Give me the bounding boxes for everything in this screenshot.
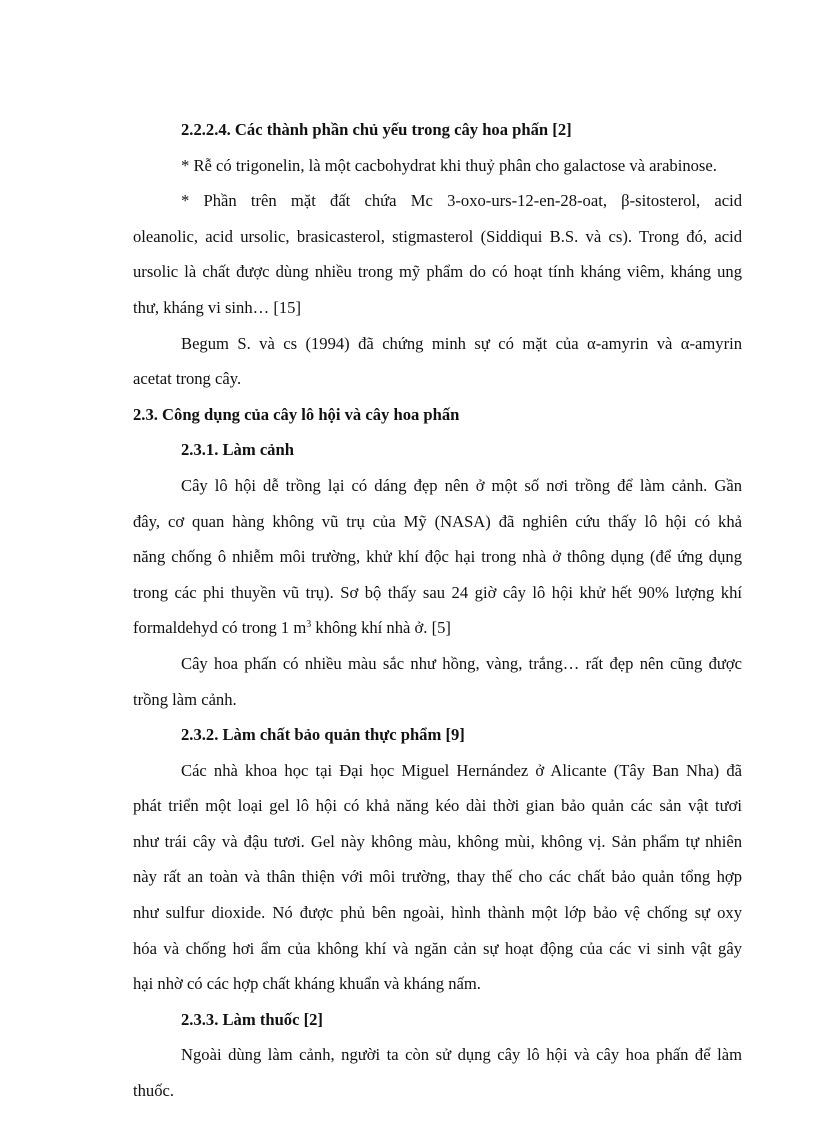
paragraph-line: Begum S. và cs (1994) đã chứng minh sự có mặt của α-amyrin và α-amyrin xyxy=(181,333,742,353)
paragraph-line: này rất an toàn và thân thiện với môi trường, thay thế cho các chất bảo quản tổng hợp xyxy=(133,867,742,887)
paragraph-line: như trái cây và đậu tươi. Gel này không màu, không mùi, không vị. Sản phẩm tự nhiên xyxy=(133,831,742,851)
paragraph-line: như sulfur dioxide. Nó được phủ bên ngoài, hình thành một lớp bảo vệ chống sự oxy xyxy=(133,903,742,923)
paragraph-line: oleanolic, acid ursolic, brasicasterol, stigmasterol (Siddiqui B.S. và cs). Trong đó, acid xyxy=(133,226,742,246)
paragraph-line: trong các phi thuyền vũ trụ). Sơ bộ thấy sau 24 giờ cây lô hội khử hết 90% lượng khí xyxy=(133,582,742,602)
document-page xyxy=(133,112,742,1109)
superscript: 3 xyxy=(306,619,312,631)
paragraph-line: * Phần trên mặt đất chứa Mc 3-oxo-urs-12-en-28-oat, β-sitosterol, acid xyxy=(181,191,742,211)
text-run: không khí nhà ở. [5] xyxy=(311,618,451,638)
paragraph-line: thuốc. xyxy=(133,1081,175,1101)
paragraph-line: hóa và chống hơi ẩm của không khí và ngăn cản sự hoạt động của các vi sinh vật gây xyxy=(133,938,742,958)
paragraph-line: phát triển một loại gel lô hội có khả năng kéo dài thời gian bảo quản các sản vật tươi xyxy=(133,796,742,816)
paragraph-line: Ngoài dùng làm cảnh, người ta còn sử dụng cây lô hội và cây hoa phấn để làm xyxy=(181,1045,742,1065)
paragraph-line xyxy=(133,610,742,646)
heading-2-3-1: 2.3.1. Làm cảnh xyxy=(181,440,294,460)
text-run: formaldehyd có trong 1 m xyxy=(133,618,307,638)
paragraph-line: * Rễ có trigonelin, là một cacbohydrat khi thuỷ phân cho galactose và arabinose. xyxy=(181,155,717,175)
heading-2-3-2: 2.3.2. Làm chất bảo quản thực phẩm [9] xyxy=(181,725,465,745)
paragraph-line: đây, cơ quan hàng không vũ trụ của Mỹ (NASA) đã nghiên cứu thấy lô hội có khả xyxy=(133,511,742,531)
paragraph-line: trồng làm cảnh. xyxy=(133,689,237,709)
paragraph-line: acetat trong cây. xyxy=(133,369,242,389)
paragraph-line: năng chống ô nhiễm môi trường, khử khí độc hại trong nhà ở thông dụng (để ứng dụng xyxy=(133,547,742,567)
paragraph-line: Cây hoa phấn có nhiều màu sắc như hồng, vàng, trắng… rất đẹp nên cũng được xyxy=(181,653,742,673)
paragraph-line: Cây lô hội dễ trồng lại có dáng đẹp nên ở một số nơi trồng để làm cảnh. Gần xyxy=(181,475,742,495)
heading-2-3: 2.3. Công dụng của cây lô hội và cây hoa phấn xyxy=(133,404,460,424)
paragraph-line: thư, kháng vi sinh… [15] xyxy=(133,297,302,317)
heading-2-3-3: 2.3.3. Làm thuốc [2] xyxy=(181,1009,323,1029)
paragraph-line: ursolic là chất được dùng nhiều trong mỹ phẩm do có hoạt tính kháng viêm, kháng ung xyxy=(133,262,742,282)
heading-2-2-2-4: 2.2.2.4. Các thành phần chủ yếu trong cây hoa phấn [2] xyxy=(181,120,572,139)
paragraph-line: hại nhờ có các hợp chất kháng khuẩn và kháng nấm. xyxy=(133,974,481,994)
paragraph-line: Các nhà khoa học tại Đại học Miguel Hernández ở Alicante (Tây Ban Nha) đã xyxy=(181,760,742,780)
